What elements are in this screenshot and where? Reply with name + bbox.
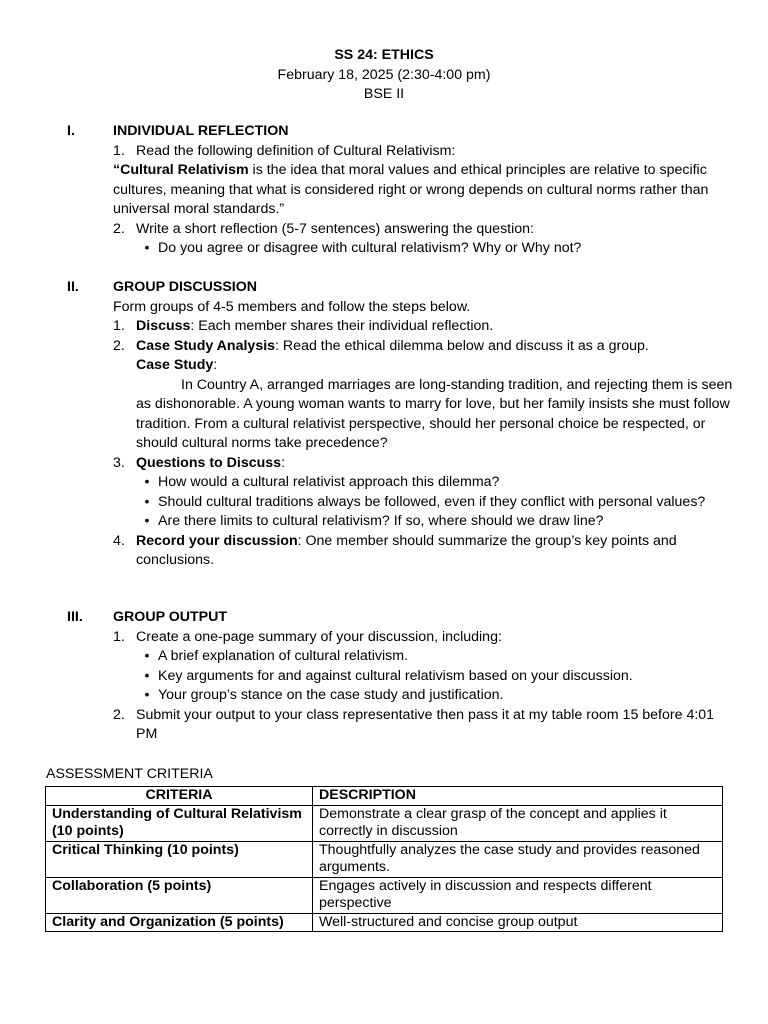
criteria-cell: Critical Thinking (10 points) [46,841,313,877]
case-study-text: In Country A, arranged marriages are long-standing tradition, and rejecting them is seen as dishonorable. A young woman wants to marry for love, but her family insists she must follow tradition. From a cultural relativist perspective, should her personal choice be respected, or should cultural norms take precedence? [136,376,733,451]
description-cell: Well-structured and concise group output [313,913,723,932]
list-text: Submit your output to your class representative then pass it at my table room 15 before 4:01 PM [136,706,715,742]
case-study-title: Case Study [136,357,214,373]
list-text: : Each member shares their individual reflection. [190,318,494,334]
section-individual-reflection [67,122,737,259]
definition-term: “Cultural Relativism [113,162,249,178]
table-row [46,841,723,877]
definition-text: is the idea that moral values and ethical principles are relative to specific cultures, meaning that what is considered right or wrong depends on cultural norms rather than universal moral standards.” [113,162,709,217]
section-title: INDIVIDUAL REFLECTION [113,123,289,139]
bullet-item [136,239,737,259]
bullet-text: How would a cultural relativist approach this dilemma? [158,474,500,490]
bullet-item [136,647,737,667]
list-number: 3. [113,454,125,471]
bullet-icon: • [144,513,150,529]
list-text: Read the following definition of Cultural Relativism: [136,142,456,159]
list-number: 1. [113,318,125,334]
section-number: II. [67,279,79,295]
list-number: 2. [113,337,125,354]
list-text: : One member should summarize the group’s key points and conclusions. [136,532,677,568]
list-bold-label: Discuss [136,318,191,334]
bullet-item [136,686,737,706]
section-number: I. [67,123,75,139]
bullet-text: Should cultural traditions always be followed, even if they conflict with personal values? [158,493,706,510]
description-cell: Demonstrate a clear grasp of the concept and applies it correctly in discussion [313,805,723,841]
bullet-icon: • [144,667,150,684]
definition-quote [113,161,737,220]
document-header [0,46,768,105]
list-item [113,220,737,240]
bullet-icon: • [144,687,150,703]
bullet-text: Are there limits to cultural relativism? If so, where should we draw line? [158,513,604,529]
session-date: February 18, 2025 (2:30-4:00 pm) [277,66,491,83]
assessment-title: ASSESSMENT CRITERIA [46,766,213,782]
class-name: BSE II [363,86,405,102]
section-title: GROUP DISCUSSION [113,279,258,295]
list-item [113,628,737,648]
list-number: 1. [113,628,125,645]
section-number: III. [67,609,83,625]
course-title: SS 24: ETHICS [334,47,434,63]
bullet-item [136,667,737,687]
bullet-item [136,493,737,513]
table-header-row [46,787,723,806]
list-item [113,706,737,745]
description-cell: Thoughtfully analyzes the case study and provides reasoned arguments. [313,841,723,877]
table-row [46,877,723,913]
list-number: 2. [113,220,125,237]
list-text: Create a one-page summary of your discussion, including: [136,628,502,645]
list-bold-label: Case Study Analysis [136,337,276,354]
criteria-cell: Clarity and Organization (5 points) [46,913,313,932]
bullet-icon: • [144,474,150,490]
section-group-output [67,608,737,745]
bullet-icon: • [144,240,150,256]
assessment-table [45,786,723,932]
list-text: Write a short reflection (5-7 sentences) answering the question: [136,220,534,237]
list-text: : Read the ethical dilemma below and discuss it as a group. [275,337,649,354]
section-group-discussion [67,278,737,571]
column-header-description: DESCRIPTION [313,787,723,806]
bullet-text: Key arguments for and against cultural relativism based on your discussion. [158,667,633,684]
table-row [46,805,723,841]
list-item [113,142,737,162]
description-cell: Engages actively in discussion and respects different perspective [313,877,723,913]
bullet-text: A brief explanation of cultural relativism. [158,648,408,664]
list-item [113,317,737,337]
list-text: : [281,454,286,471]
criteria-cell: Understanding of Cultural Relativism (10 points) [46,805,313,841]
bullet-text: Do you agree or disagree with cultural relativism? Why or Why not? [158,240,582,256]
list-number: 2. [113,706,125,723]
section-heading [67,608,737,628]
list-item [113,532,737,571]
section-intro: Form groups of 4-5 members and follow the steps below. [113,298,471,315]
column-header-criteria: CRITERIA [46,787,313,806]
bullet-icon: • [144,493,150,510]
list-item [113,454,737,474]
bullet-item [136,473,737,493]
section-title: GROUP OUTPUT [113,609,228,625]
list-item [113,337,737,454]
case-study-label [136,356,737,376]
list-number: 4. [113,532,125,549]
bullet-item [136,512,737,532]
list-bold-label: Questions to Discuss [136,454,282,471]
case-study-colon: : [213,357,218,373]
list-number: 1. [113,142,125,159]
section-heading [67,278,737,298]
bullet-text: Your group’s stance on the case study and justification. [158,687,504,703]
table-row [46,913,723,932]
section-heading [67,122,737,142]
list-bold-label: Record your discussion [136,532,298,549]
bullet-icon: • [144,648,150,664]
criteria-cell: Collaboration (5 points) [46,877,313,913]
